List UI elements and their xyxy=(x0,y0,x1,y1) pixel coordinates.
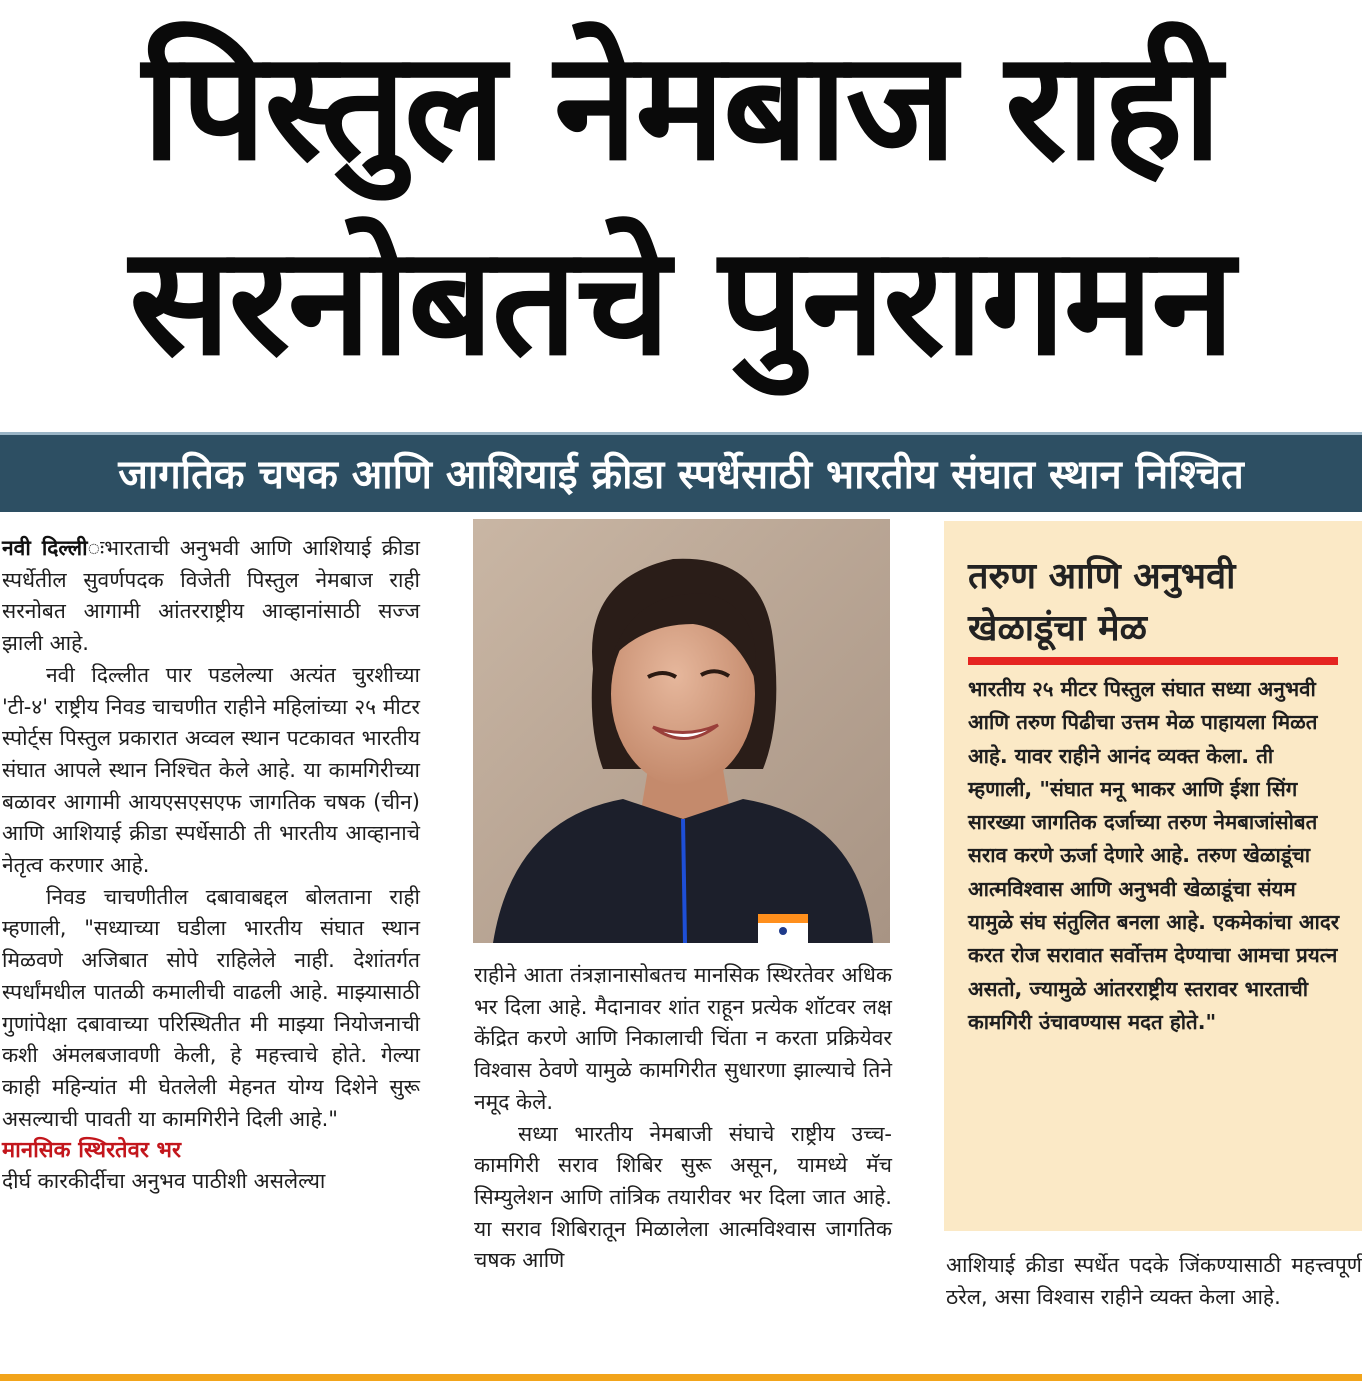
article-column-1 xyxy=(2,533,420,1198)
article-paragraph-2: नवी दिल्लीत पार पडलेल्या अत्यंत चुरशीच्या 'टी-४' राष्ट्रीय निवड चाचणीत राहीने महिलांच्या २५ मीटर स्पोर्ट्स पिस्तुल प्रकारात अव्वल स्थान पटकावत भारतीय संघात आपले स्थान निश्चित केले आहे. या कामगिरीच्या बळावर आगामी आयएसएसएफ जागतिक चषक (चीन) आणि आशियाई क्रीडा स्पर्धेसाठी ती भारतीय आव्हानाचे नेतृत्व करणार आहे. xyxy=(2,662,420,878)
article-paragraph-4-start: दीर्घ कारकीर्दीचा अनुभव पाठीशी असलेल्या xyxy=(2,1169,326,1194)
article-column-2 xyxy=(474,960,892,1277)
sidebar-title: तरुण आणि अनुभवी खेळाडूंचा मेळ xyxy=(968,556,1236,649)
sidebar-body: भारतीय २५ मीटर पिस्तुल संघात सध्या अनुभवी आणि तरुण पिढीचा उत्तम मेळ पाहायला मिळत आहे. यावर राहीने आनंद व्यक्त केला. ती म्हणाली, "संघात मनू भाकर आणि ईशा सिंग सारख्या जागतिक दर्जाच्या तरुण नेमबाजांसोबत सराव करणे ऊर्जा देणारे आहे. तरुण खेळाडूंचा आत्मविश्वास आणि अनुभवी खेळाडूंचा संयम यामुळे संघ संतुलित बनला आहे. एकमेकांचा आदर करत रोज सरावात सर्वोत्तम देण्याचा आमचा प्रयत्न असतो, ज्यामुळे आंतरराष्ट्रीय स्तरावर भारताची कामगिरी उंचावण्यास मदत होते." xyxy=(968,677,1340,1034)
deck-banner: जागतिक चषक आणि आशियाई क्रीडा स्पर्धेसाठी भारतीय संघात स्थान निश्चित xyxy=(0,432,1362,512)
lead-text: भारताची अनुभवी आणि आशियाई क्रीडा स्पर्धेतील सुवर्णपदक विजेती पिस्तुल नेमबाज राही सरनोबत आगामी आंतरराष्ट्रीय आव्हानांसाठी सज्ज झाली आहे. xyxy=(2,536,420,656)
article-paragraph-4-cont: राहीने आता तंत्रज्ञानासोबतच मानसिक स्थिरतेवर अधिक भर दिला आहे. मैदानावर शांत राहून प्रत्येक शॉटवर लक्ष केंद्रित करणे आणि निकालाची चिंता न करता प्रक्रियेवर विश्वास ठेवणे यामुळे कामगिरीत सुधारणा झाल्याचे तिने नमूद केले. xyxy=(474,963,892,1114)
article-column-3 xyxy=(946,1250,1362,1313)
sidebar-rule xyxy=(968,657,1338,665)
article-photo xyxy=(473,519,890,943)
headline-line-2: सरनोबतचे पुनरागमन xyxy=(129,215,1233,389)
headline-line-1: पिस्तुल नेमबाज राही xyxy=(142,20,1220,194)
bottom-rule xyxy=(0,1374,1362,1381)
dateline-separator: ः xyxy=(87,536,105,560)
article-paragraph-3: निवड चाचणीतील दबावाबद्दल बोलताना राही म्हणाली, "सध्याच्या घडीला भारतीय संघात स्थान मिळवणे अजिबात सोपे राहिलेले नाही. देशांतर्गत स्पर्धांमधील पातळी कमालीची वाढली आहे. माझ्यासाठी गुणांपेक्षा दबावाच्या परिस्थितीत मी माझ्या नियोजनाची कशी अंमलबजावणी केली, हे महत्त्वाचे होते. गेल्या काही महिन्यांत मी घेतलेली मेहनत योग्य दिशेने सुरू असल्याची पावती या कामगिरीने दिली आहे." xyxy=(2,884,420,1131)
sidebar-box xyxy=(944,521,1362,1231)
headline xyxy=(0,0,1362,420)
dateline: नवी दिल्ली xyxy=(2,536,88,560)
article-paragraph-5-cont: आशियाई क्रीडा स्पर्धेत पदके जिंकण्यासाठी महत्त्वपूर्ण ठरेल, असा विश्वास राहीने व्यक्त केला आहे. xyxy=(946,1253,1362,1309)
portrait-image xyxy=(473,519,890,943)
article-paragraph-5: सध्या भारतीय नेमबाजी संघाचे राष्ट्रीय उच्च-कामगिरी सराव शिबिर सुरू असून, यामध्ये मॅच सिम्युलेशन आणि तांत्रिक तयारीवर भर दिला जात आहे. या सराव शिबिरातून मिळालेला आत्मविश्वास जागतिक चषक आणि xyxy=(474,1121,892,1273)
lead-paragraph xyxy=(2,533,420,660)
article-subhead: मानसिक स्थिरतेवर भर xyxy=(2,1138,181,1164)
